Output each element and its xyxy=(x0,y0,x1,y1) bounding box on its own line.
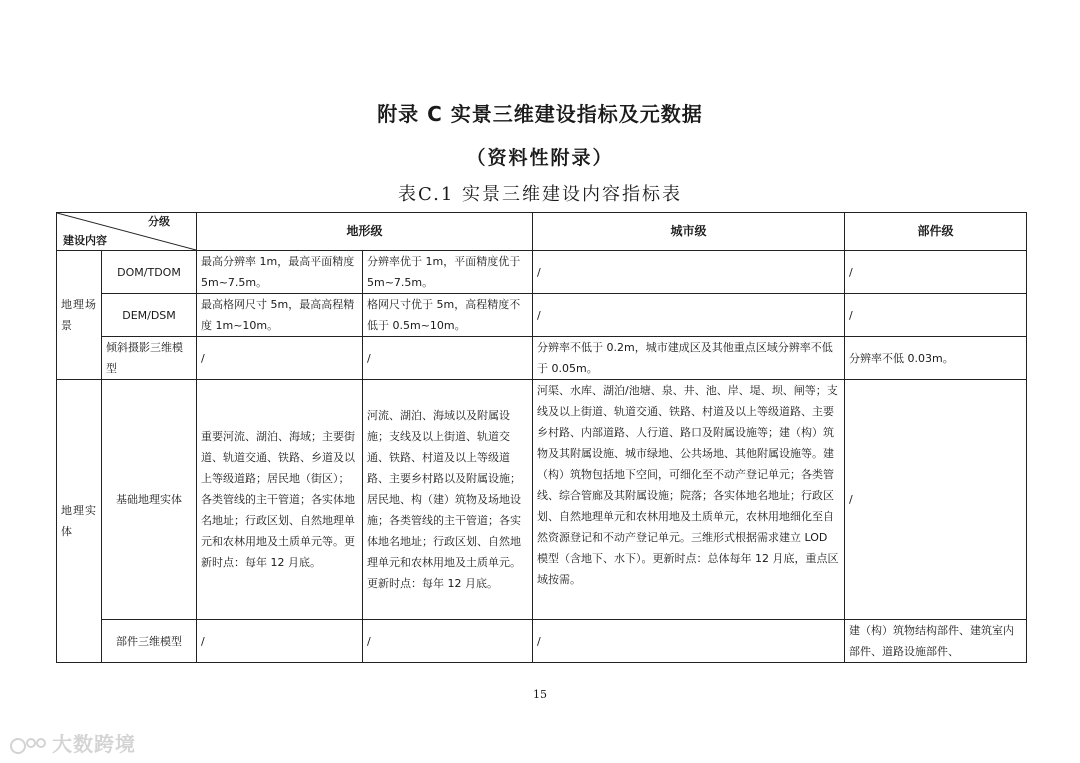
terrain-cell-a: / xyxy=(197,337,363,380)
indicator-table xyxy=(56,212,1027,663)
terrain-cell-b: / xyxy=(363,337,533,380)
item-label: 部件三维模型 xyxy=(102,620,197,663)
terrain-cell-b: / xyxy=(363,620,533,663)
city-cell: / xyxy=(533,620,845,663)
terrain-cell-b: 格网尺寸优于 5m，高程精度不低于 0.5m~10m。 xyxy=(363,294,533,337)
header-content-label: 建设内容 xyxy=(63,234,107,247)
item-label: 倾斜摄影三维模型 xyxy=(102,337,197,380)
terrain-cell-b: 分辨率优于 1m，平面精度优于 5m~7.5m。 xyxy=(363,251,533,294)
terrain-cell-a: 最高分辨率 1m，最高平面精度 5m~7.5m。 xyxy=(197,251,363,294)
document-subtitle: （资料性附录） xyxy=(466,147,614,169)
terrain-cell-a: 重要河流、湖泊、海域；主要街道、轨道交通、铁路、乡道及以上等级道路；居民地（街区）；各类管线的主干管道；各实体地名地址；行政区划、自然地理单元和农林用地及土质单元等。更新时点：每年 12 月底。 xyxy=(197,380,363,620)
table-row xyxy=(57,337,1027,380)
header-city-level: 城市级 xyxy=(533,213,845,251)
group-label-geo-entity: 地理实体 xyxy=(57,380,102,663)
item-label: DEM/DSM xyxy=(102,294,197,337)
watermark-logo-icon xyxy=(10,735,48,757)
table-header-row xyxy=(57,213,1027,251)
header-grade-label: 分级 xyxy=(148,215,170,228)
table-row xyxy=(57,251,1027,294)
page-number: 15 xyxy=(533,688,547,701)
table-row xyxy=(57,294,1027,337)
terrain-cell-a: 最高格网尺寸 5m，最高高程精度 1m~10m。 xyxy=(197,294,363,337)
header-component-level: 部件级 xyxy=(845,213,1027,251)
watermark xyxy=(10,728,136,757)
terrain-cell-a: / xyxy=(197,620,363,663)
watermark-text: 大数跨境 xyxy=(52,732,136,756)
table-row xyxy=(57,380,1027,620)
component-cell: 建（构）筑物结构部件、建筑室内部件、道路设施部件、 xyxy=(845,620,1027,663)
group-label-geo-scene: 地理场景 xyxy=(57,251,102,380)
city-cell: / xyxy=(533,251,845,294)
city-cell: 河渠、水库、湖泊/池塘、泉、井、池、岸、堤、坝、闸等；支线及以上街道、轨道交通、铁路、村道及以上等级道路、主要乡村路、内部道路、人行道、路口及附属设施等；建（构）筑物及其附属设施、城市绿地、公共场地、其他附属设施等。建（构）筑物包括地下空间，可细化至不动产登记单元；各类管线、综合管廊及其附属设施；院落；各实体地名地址；行政区划、自然地理单元和农林用地及土质单元，农林用地细化至自然资源登记和不动产登记单元。三维形式根据需求建立 LOD 模型（含地下、水下）。更新时点：总体每年 12 月底，重点区域按需。 xyxy=(533,380,845,620)
table-row xyxy=(57,620,1027,663)
document-title: 附录 C 实景三维建设指标及元数据 xyxy=(377,102,703,126)
city-cell: 分辨率不低于 0.2m，城市建成区及其他重点区域分辨率不低于 0.05m。 xyxy=(533,337,845,380)
component-cell: 分辨率不低 0.03m。 xyxy=(845,337,1027,380)
component-cell: / xyxy=(845,251,1027,294)
item-label: 基础地理实体 xyxy=(102,380,197,620)
table-caption: 表C.1 实景三维建设内容指标表 xyxy=(397,184,683,205)
city-cell: / xyxy=(533,294,845,337)
terrain-cell-b: 河流、湖泊、海域以及附属设施；支线及以上街道、轨道交通、铁路、村道及以上等级道路、主要乡村路以及附属设施；居民地、构（建）筑物及场地设施；各类管线的主干管道；各实体地名地址；行政区划、自然地理单元和农林用地及土质单元。更新时点：每年 12 月底。 xyxy=(363,380,533,620)
header-terrain-level: 地形级 xyxy=(197,213,533,251)
diagonal-header-cell xyxy=(57,213,197,251)
component-cell: / xyxy=(845,380,1027,620)
item-label: DOM/TDOM xyxy=(102,251,197,294)
component-cell: / xyxy=(845,294,1027,337)
